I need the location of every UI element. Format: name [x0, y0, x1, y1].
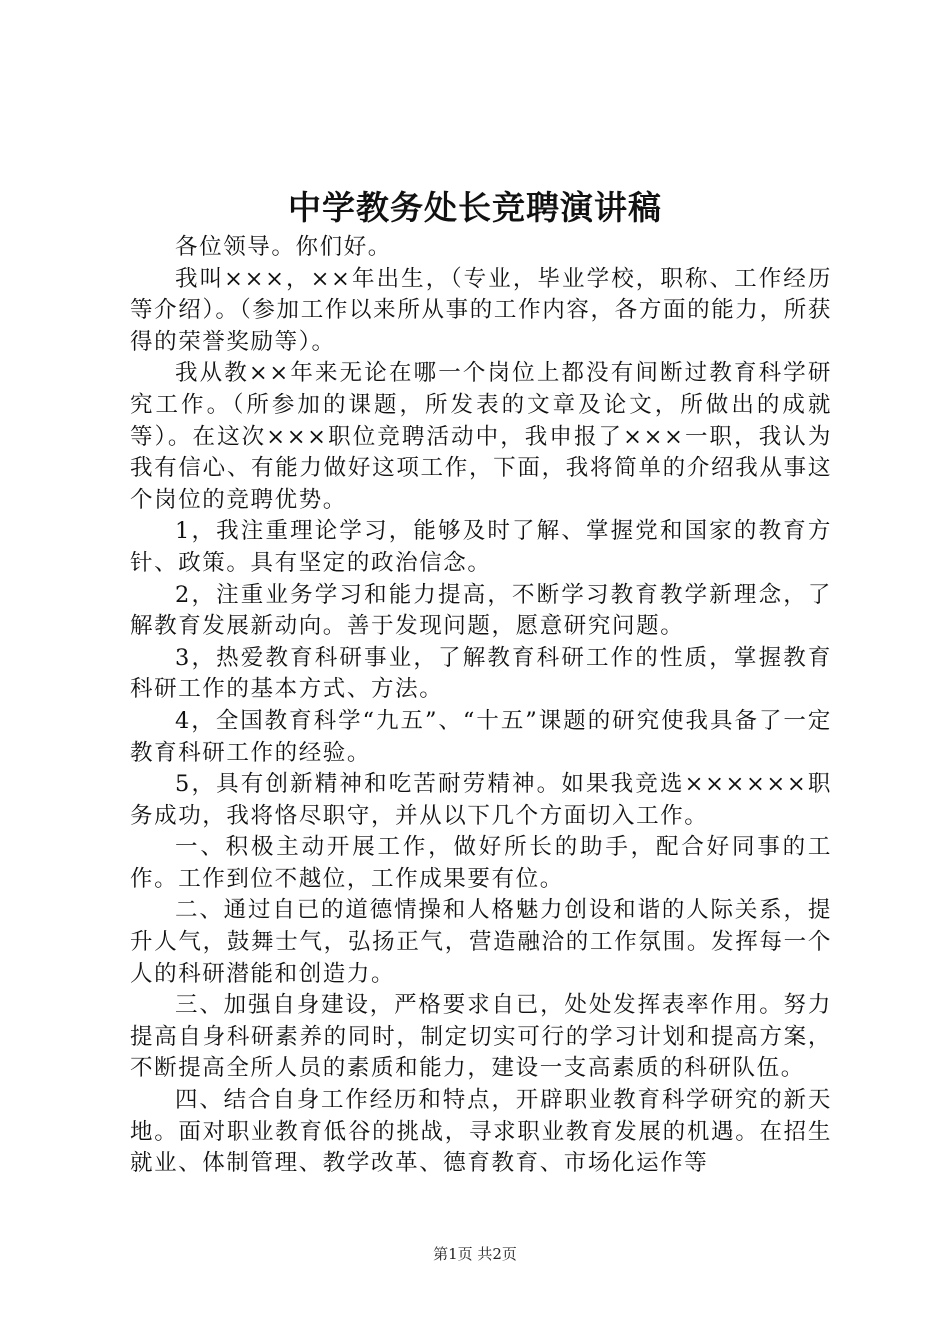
- paragraph-advantage-2: 2，注重业务学习和能力提高，不断学习教育教学新理念，了解教育发展新动向。善于发现问题，愿意研究问题。: [130, 581, 832, 640]
- paragraph-advantage-3: 3，热爱教育科研事业，了解教育科研工作的性质，掌握教育科研工作的基本方式、方法。: [130, 644, 832, 703]
- paragraph-plan-1: 一、积极主动开展工作，做好所长的助手，配合好同事的工作。工作到位不越位，工作成果要有位。: [130, 834, 832, 892]
- paragraph-plan-4: 四、结合自身工作经历和特点，开辟职业教育科学研究的新天地。面对职业教育低谷的挑战，寻求职业教育发展的机遇。在招生就业、体制管理、教学改革、德育教育、市场化运作等: [130, 1087, 832, 1177]
- paragraph-advantage-5: 5，具有创新精神和吃苦耐劳精神。如果我竞选××××××职务成功，我将恪尽职守，并从以下几个方面切入工作。: [130, 771, 832, 829]
- page-number-footer: 第1页 共2页: [433, 1245, 517, 1263]
- paragraph-introduction: 我叫×××，××年出生，（专业，毕业学校，职称、工作经历等介绍）。（参加工作以来所从事的工作内容，各方面的能力，所获得的荣誉奖励等）。: [130, 265, 832, 355]
- paragraph-plan-3: 三、加强自身建设，严格要求自已，处处发挥表率作用。努力提高自身科研素养的同时，制定切实可行的学习计划和提高方案，不断提高全所人员的素质和能力，建设一支高素质的科研队伍。: [130, 992, 832, 1082]
- document-body: [130, 232, 832, 1180]
- paragraph-advantage-4: 4，全国教育科学“九五”、“十五”课题的研究使我具备了一定教育科研工作的经验。: [130, 707, 832, 766]
- paragraph-greeting: 各位领导。你们好。: [175, 234, 392, 260]
- paragraph-plan-2: 二、通过自已的道德情操和人格魅力创设和谐的人际关系，提升人气，鼓舞士气，弘扬正气，营造融洽的工作氛围。发挥每一个人的科研潜能和创造力。: [130, 897, 832, 987]
- paragraph-research-experience: 我从教××年来无论在哪一个岗位上都没有间断过教育科学研究工作。（所参加的课题，所发表的文章及论文，所做出的成就等）。在这次×××职位竞聘活动中，我申报了×××一职，我认为我有信心、有能力做好这项工作，下面，我将简单的介绍我从事这个岗位的竞聘优势。: [130, 360, 832, 513]
- paragraph-advantage-1: 1，我注重理论学习，能够及时了解、掌握党和国家的教育方针、政策。具有坚定的政治信念。: [130, 518, 832, 576]
- document-title: 中学教务处长竞聘演讲稿: [288, 188, 662, 227]
